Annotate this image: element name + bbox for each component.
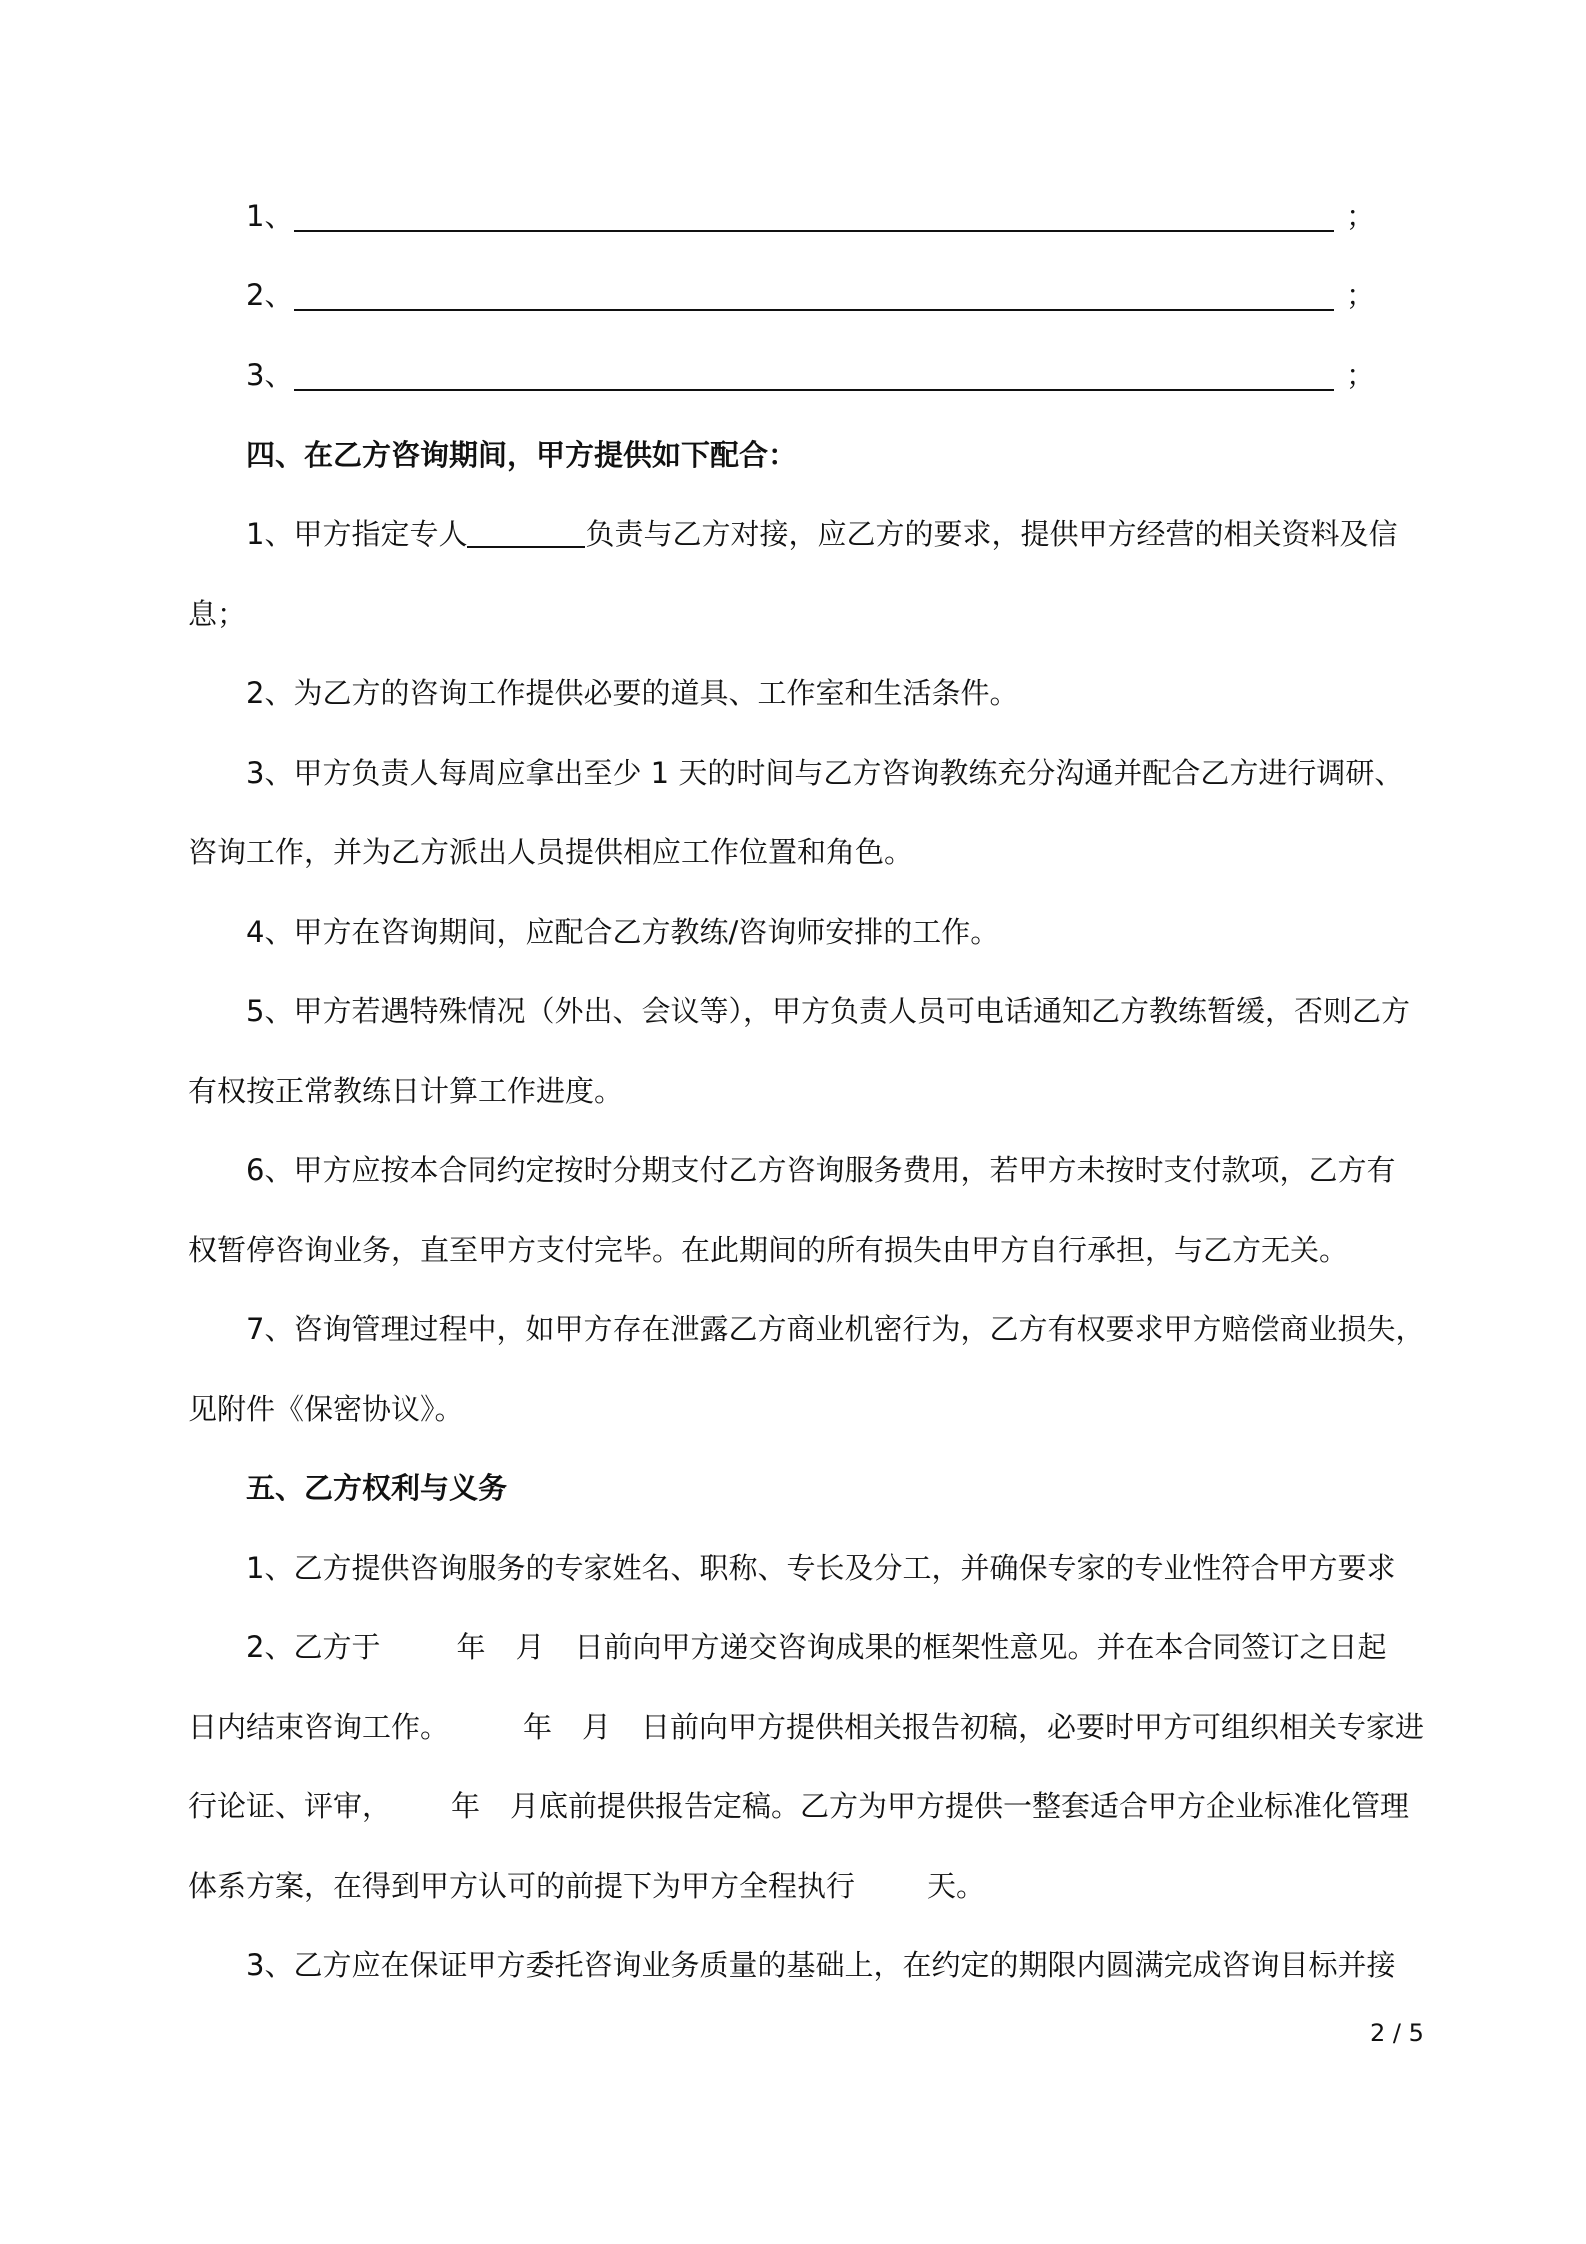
section-4-item-4: 4、甲方在咨询期间，应配合乙方教练/咨询师安排的工作。 bbox=[246, 915, 1000, 949]
section-4-item-7-cont: 见附件《保密协议》。 bbox=[188, 1392, 464, 1426]
section-4-item-5: 5、甲方若遇特殊情况（外出、会议等），甲方负责人员可电话通知乙方教练暂缓，否则乙方 bbox=[246, 994, 1410, 1028]
section-4-item-5-cont: 有权按正常教练日计算工作进度。 bbox=[188, 1074, 624, 1108]
item-text: 月底前提供报告定稿。乙方为甲方提供一整套适合甲方企业标准化管理 bbox=[510, 1789, 1410, 1823]
section-5-item-2-line-4 bbox=[188, 1866, 1428, 1906]
item-text: 天。 bbox=[927, 1869, 986, 1903]
section-5-item-1: 1、乙方提供咨询服务的专家姓名、职称、专长及分工，并确保专家的专业性符合甲方要求 bbox=[246, 1551, 1396, 1585]
year-label: 年 bbox=[523, 1710, 553, 1744]
blank-line-2 bbox=[246, 275, 1376, 315]
blank-number: 2、 bbox=[246, 278, 294, 312]
page-number: 2 / 5 bbox=[1370, 2019, 1424, 2047]
item-text: 日前向甲方提供相关报告初稿，必要时甲方可组织相关专家进 bbox=[641, 1710, 1425, 1744]
underline bbox=[294, 230, 1334, 232]
section-4-item-6-cont: 权暂停咨询业务，直至甲方支付完毕。在此期间的所有损失由甲方自行承担，与乙方无关。 bbox=[188, 1233, 1349, 1267]
section-5-item-2 bbox=[246, 1627, 1486, 1667]
section-4-item-7: 7、咨询管理过程中，如甲方存在泄露乙方商业机密行为，乙方有权要求甲方赔偿商业损失， bbox=[246, 1312, 1425, 1346]
month-label: 月 bbox=[515, 1630, 545, 1664]
item-text: 行论证、评审， bbox=[188, 1789, 392, 1823]
section-4-heading: 四、在乙方咨询期间，甲方提供如下配合： bbox=[246, 438, 798, 472]
blank-number: 3、 bbox=[246, 358, 294, 392]
section-5-item-2-line-2 bbox=[188, 1707, 1428, 1747]
underline bbox=[294, 389, 1334, 391]
item-text: 负责与乙方对接，应乙方的要求，提供甲方经营的相关资料及信 bbox=[585, 517, 1398, 551]
semicolon: ； bbox=[1346, 358, 1376, 392]
year-label: 年 bbox=[456, 1630, 486, 1664]
section-5-item-3: 3、乙方应在保证甲方委托咨询业务质量的基础上，在约定的期限内圆满完成咨询目标并接 bbox=[246, 1948, 1396, 1982]
item-text: 日内结束咨询工作。 bbox=[188, 1710, 450, 1744]
section-4-item-3: 3、甲方负责人每周应拿出至少 1 天的时间与乙方咨询教练充分沟通并配合乙方进行调研、 bbox=[246, 756, 1404, 790]
item-text: 体系方案，在得到甲方认可的前提下为甲方全程执行 bbox=[188, 1869, 856, 1903]
semicolon: ； bbox=[1346, 278, 1376, 312]
blank-number: 1、 bbox=[246, 199, 294, 233]
section-4-item-1 bbox=[246, 514, 1486, 554]
year-label: 年 bbox=[451, 1789, 481, 1823]
blank-line-3 bbox=[246, 355, 1376, 395]
section-5-heading: 五、乙方权利与义务 bbox=[246, 1471, 508, 1505]
section-4-item-6: 6、甲方应按本合同约定按时分期支付乙方咨询服务费用，若甲方未按时支付款项，乙方有 bbox=[246, 1153, 1396, 1187]
semicolon: ； bbox=[1346, 199, 1376, 233]
fill-in-blank bbox=[467, 518, 585, 548]
section-4-item-1-cont: 息； bbox=[188, 597, 247, 631]
item-text: 2、乙方于 bbox=[246, 1630, 381, 1664]
blank-line-1 bbox=[246, 196, 1376, 236]
month-label: 月 bbox=[582, 1710, 612, 1744]
section-4-item-2: 2、为乙方的咨询工作提供必要的道具、工作室和生活条件。 bbox=[246, 676, 1019, 710]
section-5-item-2-line-3 bbox=[188, 1786, 1428, 1826]
section-4-item-3-cont: 咨询工作，并为乙方派出人员提供相应工作位置和角色。 bbox=[188, 835, 914, 869]
item-text: 1、甲方指定专人 bbox=[246, 517, 468, 551]
underline bbox=[294, 309, 1334, 311]
item-text: 日前向甲方递交咨询成果的框架性意见。并在本合同签订之日起 bbox=[574, 1630, 1387, 1664]
